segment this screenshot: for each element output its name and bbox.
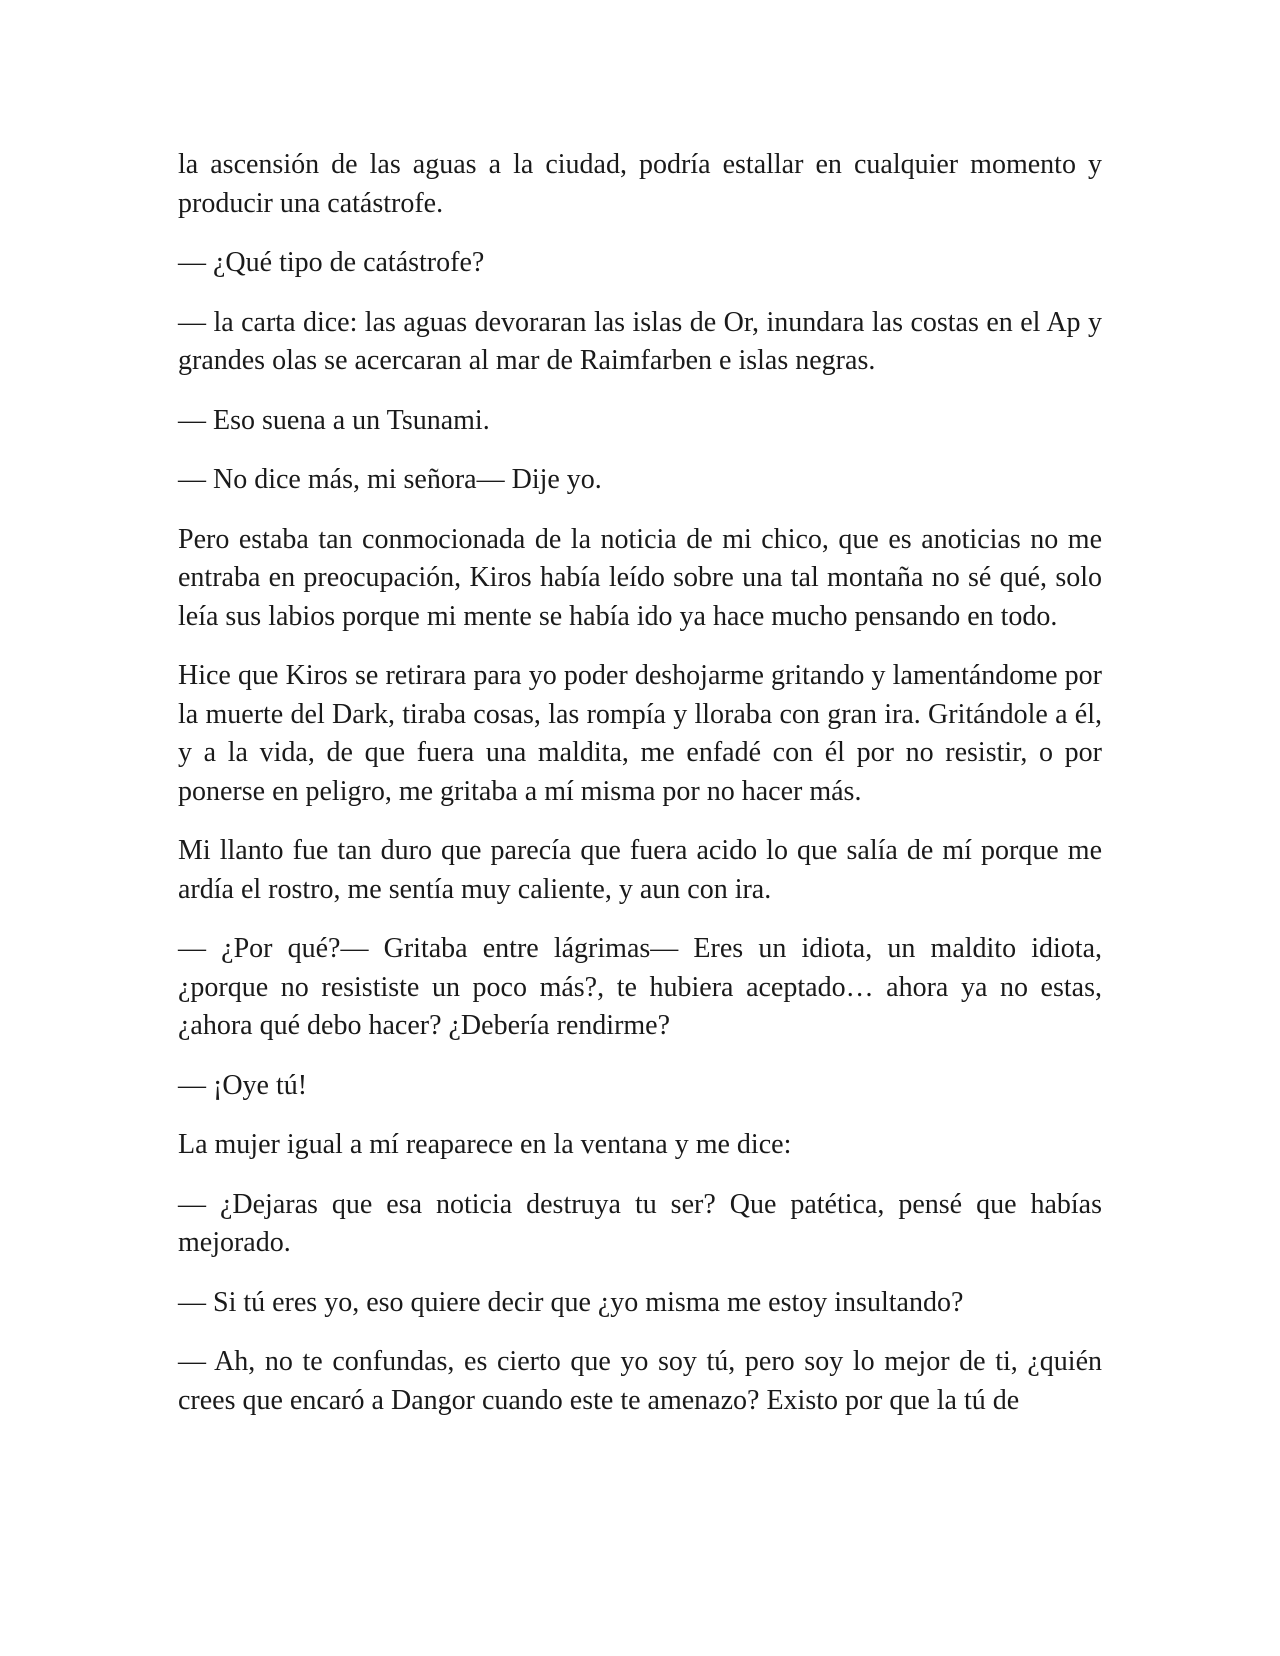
paragraph: Hice que Kiros se retirara para yo poder deshojarme gritando y lamentándome por la muerte del Dark, tiraba cosas, las rompía y lloraba con gran ira. Gritándole a él, y a la vida, de que fuera una maldita, me enfadé con él por no resistir, o por ponerse en peligro, me gritaba a mí misma por no hacer más. bbox=[178, 660, 1102, 807]
paragraph: — No dice más, mi señora— Dije yo. bbox=[178, 464, 602, 495]
paragraph: — ¡Oye tú! bbox=[178, 1069, 308, 1101]
paragraph: — Si tú eres yo, eso quiere decir que ¿yo misma me estoy insultando? bbox=[178, 1286, 964, 1318]
paragraph: la ascensión de las aguas a la ciudad, podría estallar en cualquier momento y producir una catástrofe. bbox=[178, 149, 1102, 219]
paragraph: — ¿Por qué?— Gritaba entre lágrimas— Eres un idiota, un maldito idiota, ¿porque no resististe un poco más?, te hubiera aceptado… ahora ya no estas, ¿ahora qué debo hacer? ¿Debería rendirme? bbox=[178, 933, 1102, 1041]
paragraph: — Eso suena a un Tsunami. bbox=[178, 404, 490, 436]
paragraph: Pero estaba tan conmocionada de la noticia de mi chico, que es anoticias no me entraba en preocupación, Kiros había leído sobre una tal montaña no sé qué, solo leía sus labios porque mi mente se había ido ya hace mucho pensando en todo. bbox=[178, 523, 1102, 632]
paragraph: — ¿Dejaras que esa noticia destruya tu ser? Que patética, pensé que habías mejorado. bbox=[178, 1188, 1102, 1258]
paragraph: — ¿Qué tipo de catástrofe? bbox=[178, 247, 485, 278]
paragraph: La mujer igual a mí reaparece en la ventana y me dice: bbox=[178, 1129, 792, 1160]
paragraph: — Ah, no te confundas, es cierto que yo soy tú, pero soy lo mejor de ti, ¿quién crees que encaró a Dangor cuando este te amenazo? Existo por que la tú de bbox=[178, 1346, 1102, 1416]
paragraph: Mi llanto fue tan duro que parecía que fuera acido lo que salía de mí porque me ardía el rostro, me sentía muy caliente, y aun con ira. bbox=[178, 835, 1102, 905]
body-text bbox=[178, 146, 1102, 1441]
paragraph: — la carta dice: las aguas devoraran las islas de Or, inundara las costas en el Ap y grandes olas se acercaran al mar de Raimfarben e islas negras. bbox=[178, 306, 1102, 376]
